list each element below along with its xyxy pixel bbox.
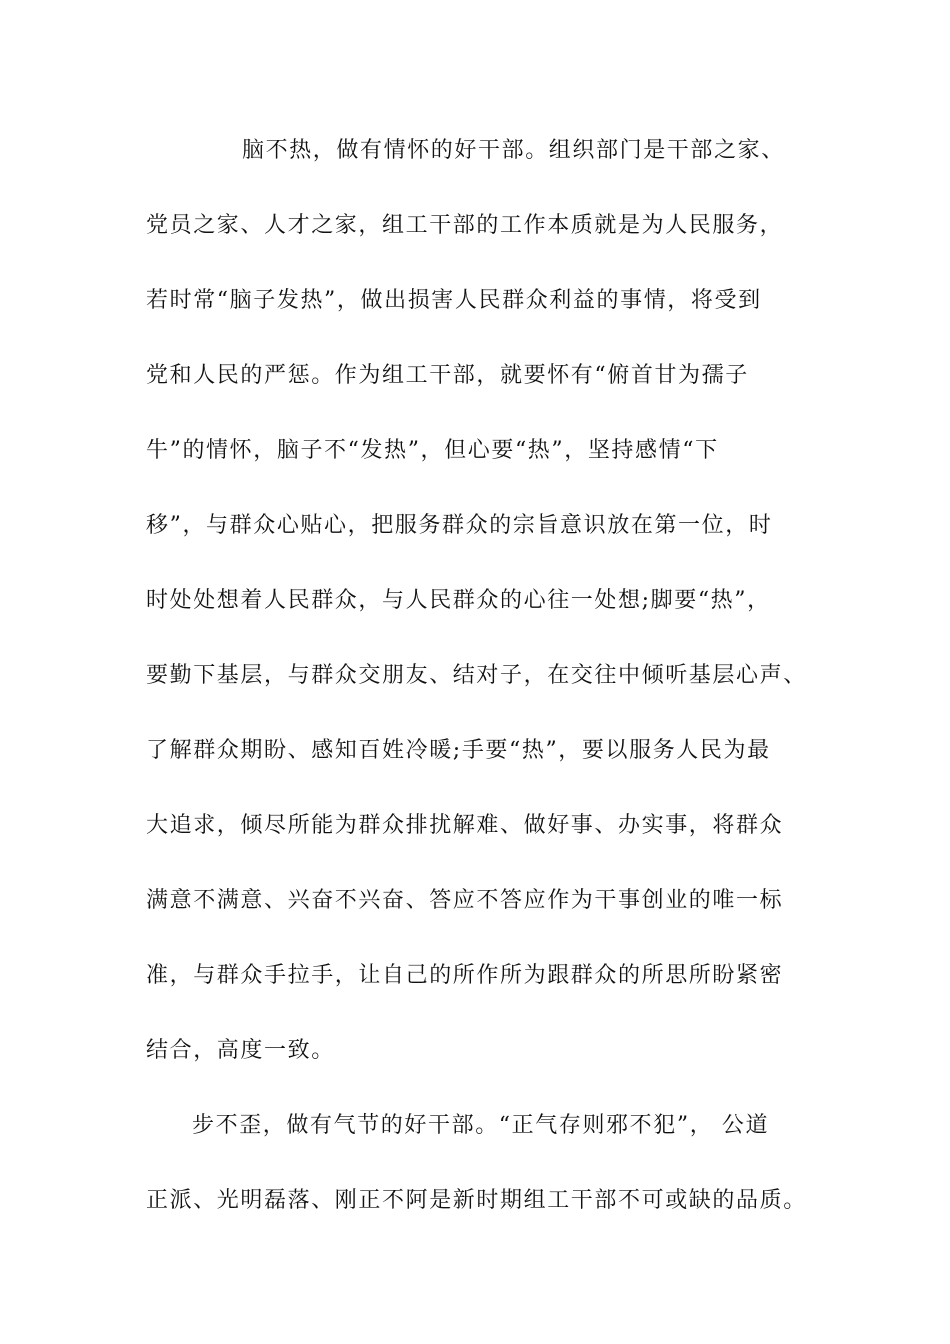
paragraph-1-line-6: 移”，与群众心贴心，把服务群众的宗旨意识放在第一位，时 xyxy=(146,513,773,538)
paragraph-1-line-10: 大追求，倾尽所能为群众排扰解难、做好事、办实事，将群众 xyxy=(146,813,784,838)
paragraph-1-line-4: 党和人民的严惩。作为组工干部，就要怀有“俯首甘为孺子 xyxy=(146,363,749,388)
paragraph-1-line-2: 党员之家、人才之家，组工干部的工作本质就是为人民服务， xyxy=(146,213,784,238)
paragraph-1-line-12: 准，与群众手拉手，让自己的所作所为跟群众的所思所盼紧密 xyxy=(146,963,784,988)
paragraph-1-line-9: 了解群众期盼、感知百姓冷暖;手要“热”，要以服务人民为最 xyxy=(146,738,771,763)
paragraph-1-line-5: 牛”的情怀，脑子不“发热”，但心要“热”，坚持感情“下 xyxy=(146,438,719,463)
paragraph-1-line-13: 结合，高度一致。 xyxy=(146,1038,335,1063)
paragraph-1-line-3: 若时常“脑子发热”，做出损害人民群众利益的事情，将受到 xyxy=(146,288,762,313)
paragraph-2-line-2: 正派、光明磊落、刚正不阿是新时期组工干部不可或缺的品质。 xyxy=(146,1188,807,1213)
paragraph-1-line-11: 满意不满意、兴奋不兴奋、答应不答应作为干事创业的唯一标 xyxy=(146,888,784,913)
paragraph-1-line-7: 时处处想着人民群众，与人民群众的心往一处想;脚要“热”， xyxy=(146,588,771,613)
paragraph-1-line-1: 脑不热，做有情怀的好干部。组织部门是干部之家、 xyxy=(242,138,785,163)
paragraph-1-line-8: 要勤下基层，与群众交朋友、结对子，在交往中倾听基层心声、 xyxy=(146,663,807,688)
paragraph-2-line-1: 步不歪，做有气节的好干部。“正气存则邪不犯”， 公道 xyxy=(192,1113,770,1138)
